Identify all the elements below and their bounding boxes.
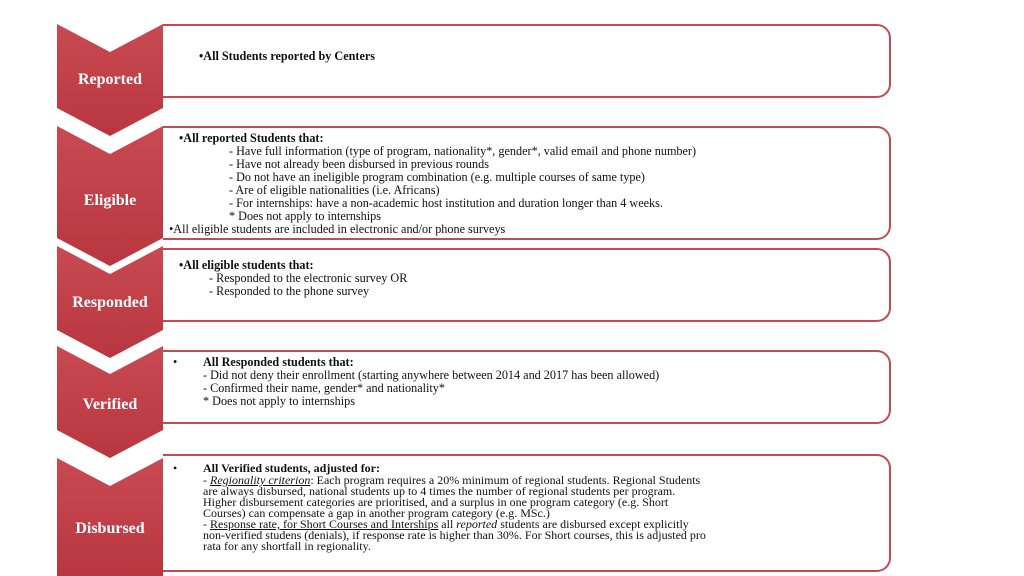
stage-label: Reported bbox=[78, 71, 142, 88]
stage-box-verified bbox=[163, 350, 891, 424]
stage-box-reported bbox=[163, 24, 891, 98]
response-rate-line: rata for any shortfall in regionality. bbox=[203, 539, 371, 553]
regionality-line: Courses) can compensate a gap in another program category (e.g. MSc.) bbox=[203, 506, 550, 520]
stage-label: Responded bbox=[72, 294, 148, 311]
eligible-item: - For internships: have a non-academic host institution and duration longer than 4 weeks. bbox=[229, 196, 663, 210]
dash: - bbox=[203, 517, 210, 531]
response-rate-italic: reported bbox=[456, 517, 498, 531]
stage-box-disbursed bbox=[163, 454, 891, 572]
eligible-item: - Do not have an ineligible program combination (e.g. multiple courses of same type) bbox=[229, 170, 645, 184]
verified-item: * Does not apply to internships bbox=[203, 394, 355, 408]
stage-box-responded bbox=[163, 248, 891, 322]
verified-heading: All Responded students that: bbox=[203, 355, 354, 369]
eligible-footer: •All eligible students are included in electronic and/or phone surveys bbox=[169, 222, 506, 236]
stage-chevron-verified bbox=[57, 346, 163, 458]
reported-line: •All Students reported by Centers bbox=[199, 49, 376, 63]
responded-heading: •All eligible students that: bbox=[179, 258, 314, 272]
regionality-text: : Each program requires a 20% minimum of regional students. Regional Students bbox=[310, 473, 701, 487]
stage-chevron-disbursed bbox=[57, 458, 163, 576]
stage-chevron-reported bbox=[57, 24, 163, 136]
verified-bullet: • bbox=[173, 355, 178, 369]
regionality-line: Higher disbursement categories are prioritised, and a surplus in one program category (e.g. Short bbox=[203, 495, 669, 509]
chevron-shape bbox=[57, 458, 163, 576]
response-rate-mid: all bbox=[438, 517, 457, 531]
responded-item: - Responded to the phone survey bbox=[209, 284, 370, 298]
disbursed-bullet: • bbox=[173, 461, 178, 475]
verified-item: - Did not deny their enrollment (starting anywhere between 2014 and 2017 has been allowed) bbox=[203, 368, 660, 382]
stage-chevron-eligible bbox=[57, 126, 163, 266]
eligible-item: - Have full information (type of program, nationality*, gender*, valid email and phone number) bbox=[229, 144, 697, 158]
stage-box-eligible bbox=[163, 126, 891, 240]
eligible-item: * Does not apply to internships bbox=[229, 209, 381, 223]
eligible-heading: •All reported Students that: bbox=[179, 131, 324, 145]
stage-label: Verified bbox=[82, 396, 138, 413]
stage-label: Eligible bbox=[83, 192, 137, 209]
regionality-term: Regionality criterion bbox=[210, 473, 311, 487]
regionality-line: are always disbursed, national students up to 4 times the number of regional students per program. bbox=[203, 484, 676, 498]
disbursed-heading: All Verified students, adjusted for: bbox=[203, 461, 381, 475]
verified-item: - Confirmed their name, gender* and nationality* bbox=[203, 381, 445, 395]
response-rate-text: students are disbursed except explicitly bbox=[497, 517, 689, 531]
response-rate-term: Response rate, for Short Courses and Interships bbox=[210, 517, 439, 531]
dash: - bbox=[203, 473, 210, 487]
responded-item: - Responded to the electronic survey OR bbox=[209, 271, 408, 285]
response-rate-line: non-verified studens (denials), if response rate is higher than 30%. For Short courses, this is adjusted pro bbox=[203, 528, 706, 542]
stage-chevron-responded bbox=[57, 246, 163, 358]
eligible-item: - Have not already been disbursed in previous rounds bbox=[229, 157, 489, 171]
eligible-item: - Are of eligible nationalities (i.e. Africans) bbox=[229, 183, 440, 197]
stage-label: Disbursed bbox=[75, 520, 145, 537]
